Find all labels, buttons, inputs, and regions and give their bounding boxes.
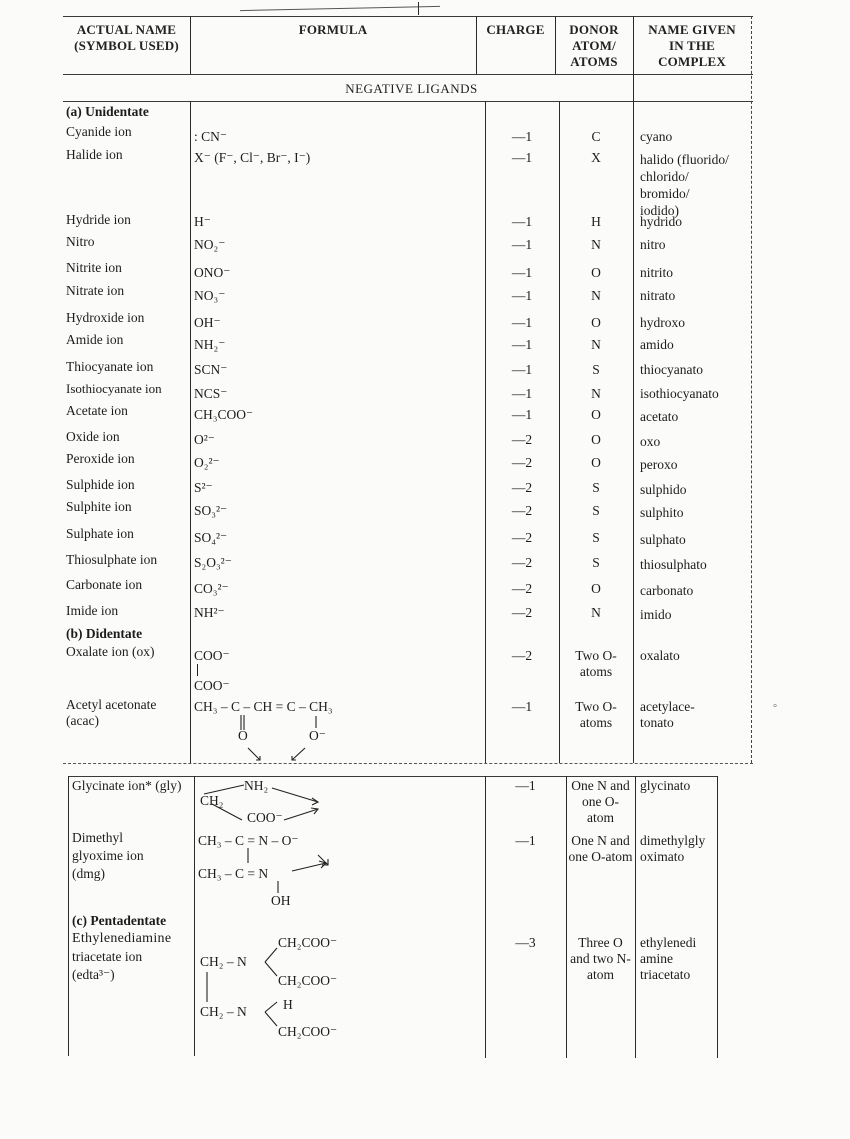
row-charge: —2 [511, 503, 533, 518]
dmg-row2: CH₃ – C = N [198, 866, 269, 881]
row-charge: —2 [511, 648, 533, 663]
row-charge: —1 [511, 699, 533, 714]
row-name: Sulphide ion [66, 477, 135, 492]
row-name: Sulphate ion [66, 526, 134, 541]
row-donor: S [592, 362, 600, 377]
row-donor: O [591, 265, 601, 280]
lower-left-border [68, 776, 69, 1056]
row-donor: O [591, 432, 601, 447]
row-donor: S [592, 530, 600, 545]
row-name: Hydroxide ion [66, 310, 145, 325]
row-charge: —1 [511, 362, 533, 377]
dmg-bonds-arrows [200, 845, 340, 900]
table-right-border [751, 16, 752, 763]
row-given: acetato [640, 409, 679, 424]
row-name: Sulphite ion [66, 499, 132, 514]
row-name: Oxalate ion (ox) [66, 644, 155, 659]
header-name-given: NAME GIVEN IN THE COMPLEX [648, 22, 736, 69]
row-formula: NO₃⁻ [194, 288, 226, 303]
group-label-unidentate: (a) Unidentate [66, 104, 149, 119]
col-divider-donor-given [633, 16, 634, 763]
row-donor: C [591, 129, 601, 144]
row-donor: S [592, 503, 600, 518]
row-given: oxo [640, 434, 661, 449]
row-charge: —1 [511, 214, 533, 229]
row-name: Nitrate ion [66, 283, 125, 298]
row-formula: OH⁻ [194, 315, 221, 330]
upper-table-bottom [63, 763, 753, 764]
row-name: Peroxide ion [66, 451, 135, 466]
edta-a2: CH₂COO⁻ [278, 973, 338, 988]
section-bottom-border [63, 101, 753, 102]
row-formula: O²⁻ [194, 432, 215, 447]
row-donor: Two O- atoms [575, 699, 617, 730]
row-given: hydroxo [640, 315, 685, 330]
acac-oxygen-2: O⁻ [309, 728, 326, 743]
row-given: sulphido [640, 482, 687, 497]
group-label-didentate: (b) Didentate [66, 626, 143, 641]
row-name: Acetate ion [66, 403, 128, 418]
row-charge: —1 [511, 150, 533, 165]
row-charge: —1 [511, 288, 533, 303]
edta-r1: CH₂ – N [200, 954, 247, 969]
row-charge: —2 [511, 530, 533, 545]
row-given: cyano [640, 129, 673, 144]
lower-col-divider-formula-charge [485, 776, 486, 1058]
row-donor: N [591, 386, 601, 401]
row-name: Isothiocyanate ion [66, 381, 162, 396]
edta-r2: CH₂ – N [200, 1004, 247, 1019]
row-formula: H⁻ [194, 214, 211, 229]
row-charge: —1 [515, 833, 536, 848]
lower-right-border [717, 776, 718, 1058]
row-donor: O [591, 581, 601, 596]
row-charge: —2 [511, 480, 533, 495]
row-given: carbonato [640, 583, 694, 598]
row-formula: S²⁻ [194, 480, 213, 495]
row-name: Amide ion [66, 332, 124, 347]
row-charge: —1 [511, 265, 533, 280]
row-given: sulphito [640, 505, 684, 520]
row-given: ethylenedi amine triacetato [640, 935, 697, 982]
row-name: Hydride ion [66, 212, 131, 227]
col-divider-name-formula [190, 101, 191, 763]
row-given: amido [640, 337, 674, 352]
row-charge: —2 [511, 555, 533, 570]
acac-oxygen-1: O [238, 728, 248, 743]
row-donor: Two O- atoms [575, 648, 617, 679]
row-charge: —1 [511, 337, 533, 352]
row-name: Cyanide ion [66, 124, 132, 139]
row-given: thiocyanato [640, 362, 703, 377]
header-charge: CHARGE [486, 22, 545, 37]
row-formula: O₂²⁻ [194, 455, 220, 470]
row-donor: One N and one O- atom [571, 778, 630, 825]
row-charge: —1 [511, 407, 533, 422]
row-given: dimethylgly oximato [640, 833, 706, 864]
row-name: Nitro [66, 234, 95, 249]
row-name: Ethylenediamine triacetate ion (edta³⁻) [72, 931, 172, 982]
row-name: Acetyl acetonate (acac) [66, 697, 157, 728]
row-given: isothiocyanato [640, 386, 719, 401]
row-charge: —1 [511, 315, 533, 330]
row-donor: N [591, 605, 601, 620]
row-charge: —3 [515, 935, 536, 950]
header-formula: FORMULA [298, 22, 368, 37]
row-name: Nitrite ion [66, 260, 122, 275]
row-given: nitrito [640, 265, 673, 280]
row-formula: SCN⁻ [194, 362, 228, 377]
row-charge: —1 [511, 129, 533, 144]
row-given: nitrato [640, 288, 676, 303]
row-name: Halide ion [66, 147, 123, 162]
row-given: sulphato [640, 532, 686, 547]
row-name: Oxide ion [66, 429, 120, 444]
row-formula: SO₄²⁻ [194, 530, 228, 545]
group-label-pentadentate: (c) Pentadentate [72, 913, 167, 928]
row-donor: S [592, 555, 600, 570]
row-donor: H [591, 214, 601, 229]
row-donor: S [592, 480, 600, 495]
row-formula: SO₃²⁻ [194, 503, 228, 518]
edta-bonds [200, 940, 290, 1040]
row-name: Thiosulphate ion [66, 552, 158, 567]
row-formula: NCS⁻ [194, 386, 228, 401]
row-name: Dimethyl glyoxime ion (dmg) [72, 830, 144, 881]
dmg-row1: CH₃ – C = N – O⁻ [198, 833, 299, 848]
table-top-border [63, 16, 753, 17]
row-name: Thiocyanate ion [66, 359, 154, 374]
row-charge: —1 [511, 386, 533, 401]
dmg-oh: OH [271, 893, 291, 908]
row-donor: One N and one O-atom [568, 833, 633, 864]
row-given: oxalato [640, 648, 680, 663]
row-charge: —2 [511, 605, 533, 620]
row-given: peroxo [640, 457, 678, 472]
row-charge: —2 [511, 455, 533, 470]
gly-ch2: CH₂ [200, 793, 224, 808]
row-given: glycinato [640, 778, 691, 793]
row-name: Glycinate ion* (gly) [72, 778, 182, 793]
row-formula: CH₃COO⁻ [194, 407, 254, 422]
row-formula: X⁻ (F⁻, Cl⁻, Br⁻, I⁻) [194, 150, 311, 165]
glycinate-bonds-arrows [200, 780, 330, 830]
row-charge: —2 [511, 432, 533, 447]
row-formula: NO₂⁻ [194, 237, 226, 252]
edta-h: H [283, 997, 293, 1012]
top-curve-line [240, 6, 440, 11]
row-given: hydrido [640, 214, 682, 229]
row-donor: N [591, 237, 601, 252]
row-charge: —1 [515, 778, 536, 793]
gly-nh2: NH₂ [244, 778, 269, 793]
row-name: Carbonate ion [66, 577, 143, 592]
gly-coo: COO⁻ [247, 810, 283, 825]
row-charge: —2 [511, 581, 533, 596]
row-given: acetylace- tonato [640, 699, 695, 730]
row-formula: : CN⁻ [194, 129, 228, 144]
row-given: imido [640, 607, 672, 622]
row-formula: NH²⁻ [194, 605, 225, 620]
lower-table-top-border [68, 776, 718, 777]
row-donor: O [591, 407, 601, 422]
section-title-negative-ligands: NEGATIVE LIGANDS [345, 81, 478, 96]
top-tick [418, 2, 419, 15]
row-given: halido (fluorido/ chlorido/ bromido/ iodido) [640, 152, 729, 218]
header-bottom-border [63, 74, 753, 75]
row-formula: S₂O₃²⁻ [194, 555, 232, 570]
row-formula: CO₃²⁻ [194, 581, 229, 596]
lower-col-divider-name-formula [194, 776, 195, 1056]
edta-a3: CH₂COO⁻ [278, 1024, 338, 1039]
row-given: nitro [640, 237, 666, 252]
row-formula-oxalate-top: COO⁻ [194, 648, 230, 663]
header-actual-name: ACTUAL NAME (SYMBOL USED) [74, 22, 179, 53]
row-name: Imide ion [66, 603, 119, 618]
row-donor: O [591, 455, 601, 470]
edta-a1: CH₂COO⁻ [278, 935, 338, 950]
stray-mark: ° [773, 703, 777, 714]
row-formula: NH₂⁻ [194, 337, 226, 352]
row-charge: —1 [511, 237, 533, 252]
row-formula-oxalate-bottom: COO⁻ [194, 678, 230, 693]
row-donor: X [591, 150, 601, 165]
row-given: thiosulphato [640, 557, 707, 572]
row-donor: N [591, 337, 601, 352]
header-donor: DONOR ATOM/ ATOMS [569, 22, 619, 69]
row-formula: ONO⁻ [194, 265, 231, 280]
row-donor: O [591, 315, 601, 330]
lower-col-divider-donor-given [635, 776, 636, 1058]
row-formula-acac: CH₃ – C – CH = C – CH₃ [194, 699, 333, 714]
row-donor: Three O and two N- atom [570, 935, 631, 982]
oxalate-bond [197, 664, 198, 676]
row-donor: N [591, 288, 601, 303]
